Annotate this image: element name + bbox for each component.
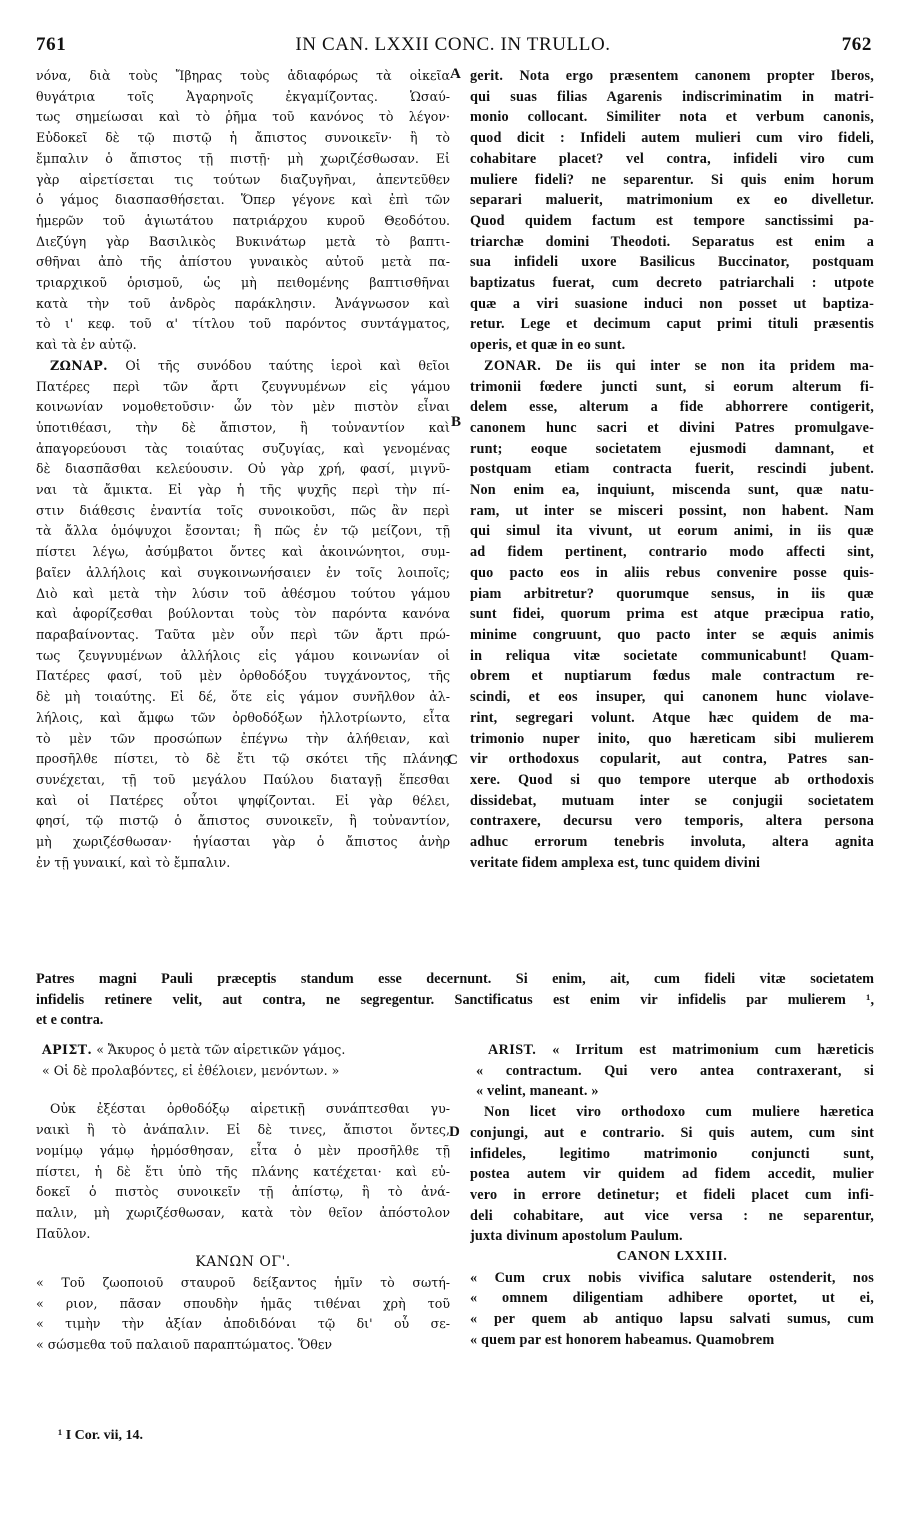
latin-arist-label: ARIST. <box>488 1042 537 1058</box>
greek-text-line: Διὸ καὶ μετὰ τὴν λύσιν τοῦ ἀθέσμου τούτου γάμου <box>36 585 450 601</box>
latin-canon-line: « per quem ab antiquo lapsu salvati sumus, cum <box>470 1311 874 1328</box>
page-number-right: 762 <box>841 34 872 55</box>
latin-text-line: rint, segregari volunt. Atque hæc quidem de ma- <box>470 709 874 726</box>
latin-text-line: vero in errore detinetur; et fideli placet cum infi- <box>470 1186 874 1203</box>
greek-zonar-label: ΖΩΝΑΡ. <box>50 357 108 373</box>
greek-text-line: ναι τὰ ἄμικτα. Εἰ γὰρ ἡ τῆς ψυχῆς περὶ τὴν πί- <box>36 482 450 498</box>
latin-text-line: qui simul ita vivunt, ut eorum animi, in iis quæ <box>470 523 874 540</box>
greek-canon-line: « Τοῦ ζωοποιοῦ σταυροῦ δείξαντος ἡμῖν τὸ σωτή- <box>36 1275 450 1291</box>
latin-canon-text <box>470 1268 874 1351</box>
full-width-line: et e contra. <box>36 1012 104 1029</box>
latin-text-line: piam arbitretur? quorumque sensus, in iis quæ <box>470 585 874 602</box>
full-width-line: Patres magni Pauli præceptis standum esse decernunt. Si enim, ait, cum fideli vitæ societatem <box>36 971 874 987</box>
latin-arist-quote <box>470 1040 874 1102</box>
greek-text-line: καὶ τὰ ἐν αὐτῷ. <box>36 337 137 353</box>
greek-text-line: καὶ ἀφορίζεσθαι βούλονται τοὺς τὸν παρόντα κανόνα <box>36 606 450 622</box>
greek-text-line: σθῆναι ἀπὸ τῆς ἀπίστου γυναικὸς αὐτοῦ μετὰ πα- <box>36 254 450 270</box>
greek-text-line: τριαρχικοῦ ὁρισμοῦ, ὡς μὴ πειθομένης βαπτισθῆναι <box>36 275 450 291</box>
greek-text-line: Παῦλον. <box>36 1225 91 1241</box>
latin-arist-quote-line-2: « contractum. Qui vero antea contraxerant, si <box>476 1062 874 1079</box>
greek-canon-line: « σώσμεθα τοῦ παλαιοῦ παραπτώματος. Ὅθεν <box>36 1337 333 1353</box>
greek-arist-quote-line-2: « Οἱ δὲ προλαβόντες, εἰ ἐθέλοιεν, μενόντων. » <box>42 1062 340 1078</box>
greek-text-line: θυγάτρια τοῖς Ἀγαρηνοῖς ἐκγαμίζοντας. Ὡσαύ- <box>36 88 450 104</box>
latin-quote-text: « Irritum est matrimonium cum hæreticis <box>552 1042 874 1058</box>
greek-text-line: Πατέρες περὶ τῶν ἄρτι ζευγνυμένων εἰς γάμου <box>36 378 450 394</box>
greek-text-line: κατὰ τὴν τοῦ ἀνδρὸς παράκλησιν. Ἀνάγνωσον καὶ <box>36 295 450 311</box>
latin-text-line: veritate fidem amplexa est, tunc quidem divini <box>470 854 761 871</box>
greek-arist-quote-line-1 <box>36 1040 450 1061</box>
greek-text-line: τως ζευγνυμένων ἀλλήλοις εἰς γάμου κοινωνίαν οἱ <box>36 647 450 663</box>
greek-text-line: συνέχεται, τῇ τοῦ μεγάλου Παύλου διαταγῇ ἕπεσθαι <box>36 771 450 787</box>
greek-text-line: ὁ γάμος διασπασθήσεται. Ὅπερ γέγονε καὶ ἐπὶ τῶν <box>36 192 450 208</box>
page-number-left: 761 <box>36 34 67 55</box>
greek-text-line: στιν διάθεσις ἐναντία τοῖς συνοικοῦσι, πῶς ἂν περὶ <box>36 502 450 518</box>
greek-text-line: κοινωνίαν νομοθετοῦσιν· ὧν τὸν μὲν πιστὸν εἶναι <box>36 399 450 415</box>
margin-letter-d: D <box>449 1124 460 1140</box>
latin-lower-column <box>470 1040 874 1351</box>
latin-text-line: sunt fidei, quorum prima est atque præcipua ratio, <box>470 606 874 623</box>
latin-text-line: quod dicit : Infideli autem mulieri cum viro fideli, <box>470 130 874 147</box>
latin-zonar-line: De iis qui inter se non ita pridem ma- <box>555 357 874 374</box>
greek-text-line: παλιν, μὴ χωριζέσθωσαν, κατὰ τὸν θεῖον ἀπόστολον <box>36 1204 450 1220</box>
latin-text-line: quo pacto eos in aliis rebus convenire posse quis- <box>470 564 874 581</box>
greek-text-line: τως σημείωσαι καὶ τὸ ῥῆμα τοῦ κανόνος τὸ λέγον· <box>36 109 450 125</box>
latin-text-line: postquam etiam contracta fuerit, rescindi jubent. <box>470 461 874 478</box>
latin-text-line: deli cohabitare, aut vice versa : ne separentur, <box>470 1207 874 1224</box>
greek-arist-body <box>36 1099 450 1244</box>
running-title: IN CAN. LXXII CONC. IN TRULLO. <box>295 34 611 55</box>
latin-text-line: ram, ut inter se misceri possint, non habent. Nam <box>470 502 874 519</box>
full-width-continuation <box>36 969 874 1031</box>
greek-text-line: ἀπαγορεύουσι τὰς τοιαύτας συζυγίας, καὶ γενομένας <box>36 440 450 456</box>
greek-canon-title: ΚΑΝΩΝ ΟΓ'. <box>195 1254 291 1271</box>
latin-text-line: juxta divinum apostolum Paulum. <box>470 1228 683 1245</box>
greek-text-line: Πατέρες φασί, τοῦ μὲν ὀρθοδόξου τυγχάνοντος, τῆς <box>36 668 450 684</box>
latin-column <box>470 66 874 873</box>
greek-text-line: τὸ ι' κεφ. τοῦ α' τίτλου τοῦ παρόντος συντάγματος, <box>36 316 450 332</box>
greek-text-line: γὰρ αἱρετίσεται τις τούτων διαζυγῆναι, ἀπεντεῦθεν <box>36 171 450 187</box>
latin-text-line: infideles, legitimo matrimonio conjuncti sunt, <box>470 1145 874 1162</box>
greek-text-line: πίστει, ἡ δὲ ἔτι ὑπὸ τῆς πλάνης κατέχεται· καὶ εὐ- <box>36 1163 450 1179</box>
latin-text-line: sua infideli uxore Basilicus Buccinator, postquam <box>470 254 874 271</box>
latin-text-line: operis, et quæ in eo sunt. <box>470 337 626 354</box>
latin-text-line: in reliqua vitæ societate communicabunt! Quam- <box>470 647 874 664</box>
latin-text-line: separari maluerit, matrimonium ex eo divelletur. <box>470 192 874 209</box>
margin-letter-a: A <box>450 66 461 82</box>
greek-text-line: μὴ χωριζέσθωσαν· ἡγίασται γὰρ ὁ ἄπιστος ἀνὴρ <box>36 834 450 850</box>
latin-arist-quote-line-3: « velint, maneant. » <box>476 1083 599 1100</box>
greek-canon-line: « τιμὴν τὴν ἀξίαν ἀποδιδόναι τῷ δι' οὗ σε- <box>36 1316 450 1332</box>
latin-canon-line: « quem par est honorem habeamus. Quamobrem <box>470 1331 775 1348</box>
greek-text-line: νομίμῳ γάμῳ ἡρμόσθησαν, εἶτα ὁ μὲν προσῆλθε τῇ <box>36 1142 450 1158</box>
latin-text-line: conjungi, aut e contrario. Si quis autem, cum sint <box>470 1124 874 1141</box>
greek-text-line: λήλοις, καὶ ἄμφω τῶν ὀρθοδόξων ἠλλοτρίωντο, εἶτα <box>36 709 450 725</box>
latin-text-line: baptizatus fuerat, cum decreto patriarchali : utpote <box>470 275 874 292</box>
latin-text-line: ad fidem pertinent, contrario modo affecti sint, <box>470 544 874 561</box>
greek-quote-text: « Ἄκυρος ὁ μετὰ τῶν αἱρετικῶν γάμος. <box>96 1042 346 1057</box>
greek-text-line: ἡμερῶν τοῦ ἁγιωτάτου πατριάρχου κυροῦ Θεοδότου. <box>36 212 450 228</box>
greek-text-line: τὸ μὲν τῶν προσώπων ἐπέγνω τὴν ἀλήθειαν, καὶ <box>36 730 450 746</box>
footnote: ¹ I Cor. vii, 14. <box>58 1428 143 1443</box>
greek-text-line: καὶ οἱ Πατέρες οὗτοι ψηφίζονται. Εἰ γὰρ θέλει, <box>36 792 450 808</box>
greek-text-line: Οὐκ ἐξέσται ὀρθοδόξῳ αἱρετικῇ συνάπτεσθαι γυ- <box>50 1101 450 1117</box>
margin-letter-c: C <box>447 752 458 768</box>
latin-text-line: quæ a viri suasione induci non posset ut baptiza- <box>470 295 874 312</box>
greek-text-line: ναικὶ ἢ τὸ ἀνάπαλιν. Εἰ δὲ τινες, ἄπιστοι ὄντες, <box>36 1122 450 1138</box>
latin-text-line: vir orthodoxus copularit, aut contra, Patres san- <box>470 751 874 768</box>
greek-text-line: πίστει λέγω, ἀσύμβατοι ὄντες καὶ ἀκοινώνητοι, συμ- <box>36 544 450 560</box>
latin-intro-paragraph <box>470 66 874 356</box>
latin-zonar-label: ZONAR. <box>484 357 542 374</box>
latin-text-line: gerit. Nota ergo præsentem canonem propter Iberos, <box>470 68 874 84</box>
latin-text-line: Quod quidem factum est tempore sanctissimi pa- <box>470 212 874 229</box>
margin-letter-b: B <box>451 414 462 430</box>
greek-text-line: Διεζύγη γὰρ Βασιλικὸς Βυκινάτωρ μετὰ τὸ βαπτι- <box>36 233 450 249</box>
greek-text-line: δὲ μὴ τοιαύτης. Εἰ δέ, ὅτε εἰς γάμον συνῆλθον ἀλ- <box>36 689 450 705</box>
latin-text-line: canonem hunc sacri et divini Patres promulgave- <box>470 419 874 436</box>
running-header <box>30 34 876 60</box>
greek-canon-line: « ριον, πᾶσαν σπουδὴν ἡμᾶς τιθέναι χρὴ τοῦ <box>36 1295 450 1311</box>
greek-text-line: φησί, τῷ πιστῷ ὁ ἄπιστος συνοικεῖν, ἢ τοὐναντίον, <box>36 813 450 829</box>
greek-text-line: παραβαίνοντας. Ταῦτα μὲν οὖν περὶ τῶν ἄρτι πρώ- <box>36 626 450 642</box>
latin-text-line: runt; eoque societatem ejusmodi damnant, et <box>470 440 874 457</box>
greek-column <box>36 66 450 873</box>
greek-text-line: ὑποτιθέασι, τὴν δὲ ἄπιστον, ἢ τοὐναντίον καὶ <box>36 419 450 435</box>
greek-lower-column <box>36 1040 450 1356</box>
greek-canon-text <box>36 1273 450 1356</box>
greek-zonar-body <box>36 377 450 874</box>
greek-zonar-paragraph <box>36 356 450 874</box>
latin-text-line: delem esse, alterum a fide abhorrere contigerit, <box>470 399 874 416</box>
latin-zonar-first-line <box>470 356 874 377</box>
latin-text-line: triarchæ domini Theodoti. Separatus est enim a <box>470 233 874 250</box>
greek-text-line: ἔμπαλιν ὁ ἄπιστος τῇ πιστῇ· μὴ χωριζέσθωσαν. Εἰ <box>36 150 450 166</box>
latin-text-line: scindi, et eos insuper, qui canonem hunc violave- <box>470 689 874 706</box>
latin-arist-quote-line-1 <box>470 1040 874 1061</box>
latin-text-line: contraxere, decursu vero temporis, altera persona <box>470 813 874 830</box>
greek-text-line: νόνα, διὰ τοὺς Ἴβηρας τοὺς ἀδιαφόρως τὰ οἰκεῖα <box>36 68 450 83</box>
greek-text-line: ἐν τῇ γυναικί, καὶ τὸ ἔμπαλιν. <box>36 854 231 870</box>
latin-arist-body <box>470 1102 874 1247</box>
latin-text-line: muliere fideli? ne separentur. Si quis enim horum <box>470 171 874 188</box>
greek-text-line: Εὐδοκεῖ δὲ τῷ πιστῷ ἡ ἄπιστος συνοικεῖν· ἢ τὸ <box>36 130 450 146</box>
greek-text-line: προσῆλθε πίστει, τὸ δὲ ἔτι τῷ σκότει τῆς πλάνης <box>36 751 450 767</box>
latin-text-line: qui suas filias Agarenis indiscriminatim in matri- <box>470 88 874 105</box>
latin-canon-title: CANON LXXIII. <box>616 1249 728 1265</box>
latin-zonar-paragraph <box>470 356 874 874</box>
latin-text-line: adhuc errorum tenebris involuta, altera agnita <box>470 834 874 851</box>
greek-arist-quote <box>36 1040 450 1081</box>
latin-text-line: monio collocant. Similiter nota et verbum canonis, <box>470 109 874 126</box>
latin-canon-line: « omnem diligentiam adhibere oportet, ut ei, <box>470 1290 874 1307</box>
greek-arist-label: ΑΡΙΣΤ. <box>42 1042 93 1057</box>
latin-canon-line: « Cum crux nobis vivifica salutare ostenderit, nos <box>470 1269 874 1286</box>
latin-text-line: retur. Lege et decimum caput primi tituli præsentis <box>470 316 874 333</box>
latin-text-line: minime congruunt, quo pacto inter se æquis animis <box>470 626 874 643</box>
latin-text-line: dissidebat, mutuam inter se conjugii societatem <box>470 792 874 809</box>
greek-text-line: βαῖεν ἀλλήλοις καὶ συγκοινωνήσαιεν ἐν τοῖς λοιποῖς; <box>36 564 450 580</box>
latin-text-line: cohabitare placet? vel contra, infideli viro cum <box>470 150 874 167</box>
greek-zonar-line: Οἱ τῆς συνόδου ταύτης ἱεροὶ καὶ θεῖοι <box>125 357 450 373</box>
latin-text-line: trimonii fœdere juncti sunt, si eorum alterum fi- <box>470 378 874 395</box>
greek-text-line: δοκεῖ ὁ πιστὸς συνοικεῖν τῇ ἀπίστῳ, ἢ τὸ ἀνά- <box>36 1184 450 1200</box>
latin-text-line: obrem et nuptiarum fœdus male contractum re- <box>470 668 874 685</box>
greek-text-line: δὲ διασπᾶσθαι κελεύουσιν. Οὐ γὰρ χρή, φασί, μιγνῦ- <box>36 461 450 477</box>
latin-text-line: postea autem vir quidem ad fidem accedit, mulier <box>470 1166 874 1183</box>
greek-text-line: τὰ ἄλλα ὁμόψυχοι ἔσονται; ἢ πῶς ἐν τῷ μείζονι, τῇ <box>36 523 450 539</box>
full-width-line: infidelis retinere velit, aut contra, ne segregentur. Sanctificatus est enim vir infidelis par mulierem ¹, <box>36 991 874 1008</box>
greek-zonar-first-line <box>36 356 450 377</box>
greek-intro-paragraph <box>36 66 450 356</box>
latin-text-line: Non licet viro orthodoxo cum muliere hæretica <box>484 1104 874 1121</box>
latin-text-line: Non enim ea, inquiunt, miscenda sunt, quæ natu- <box>470 482 874 499</box>
latin-text-line: xere. Quod si quo tempore uterque ab orthodoxis <box>470 771 874 788</box>
latin-zonar-body <box>470 377 874 874</box>
latin-text-line: trimonio nuper inito, quo hæreticam sibi mulierem <box>470 730 874 747</box>
